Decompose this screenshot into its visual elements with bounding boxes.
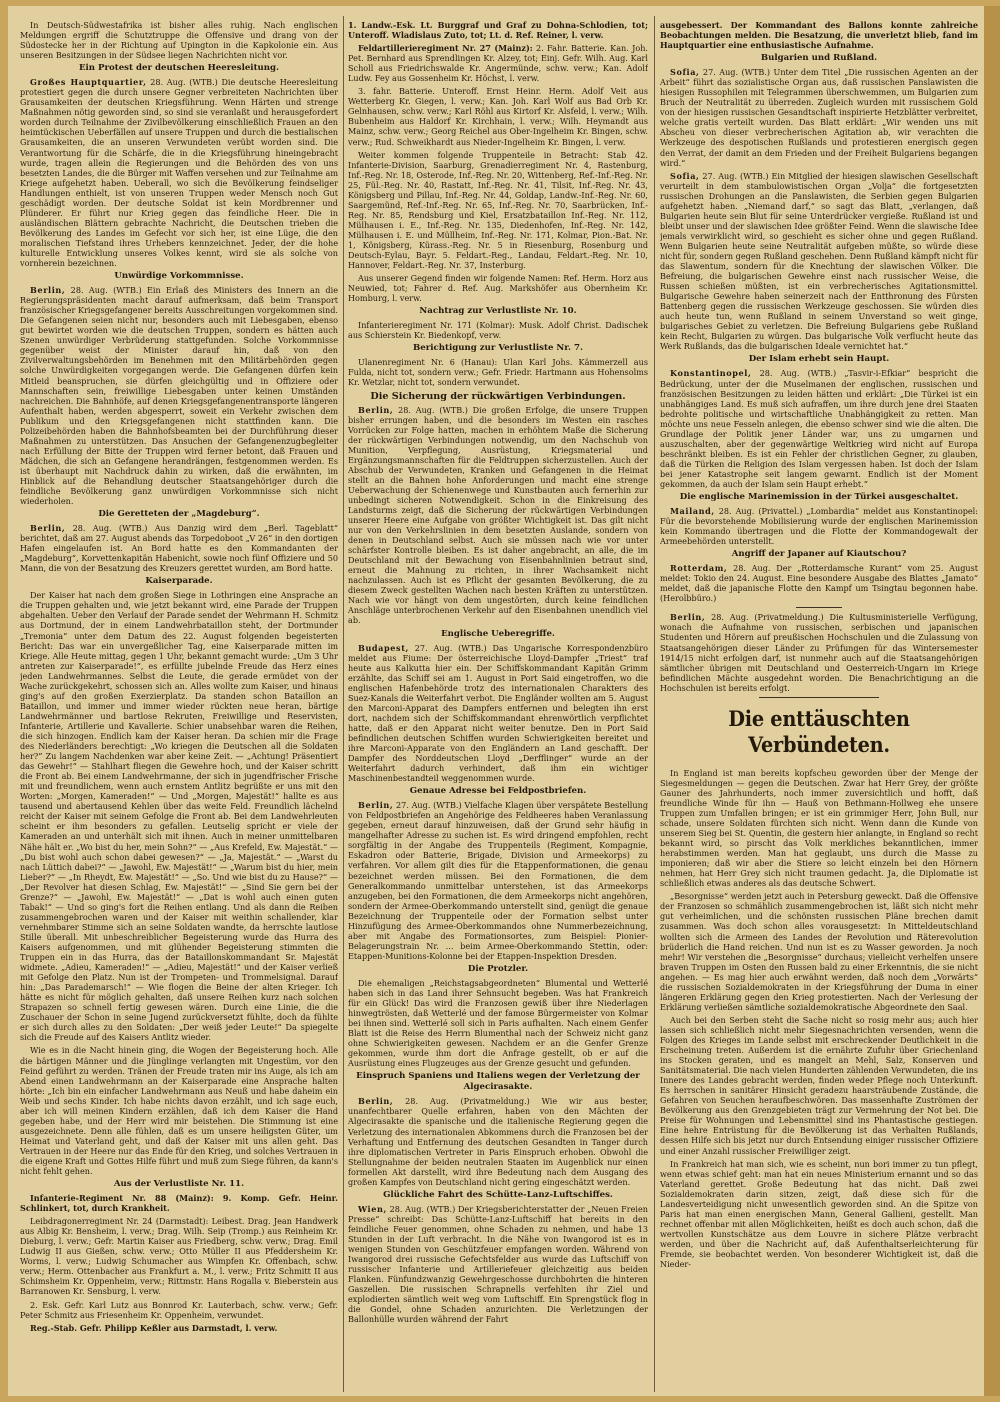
kaiserparade-paragraph-2: Wie es in die Nacht hinein ging, die Wogen der Begeisterung hoch. Alle die bärtigen Männer und die Jünglinge verlangten mit Ungestüm, vor den Feind geführt zu werden. Tränen der Freude traten mir ins Auge, als ich am Abend einen Landwehrmann an der Kaiserparade eine Ansprache halten hörte: „Ich bin ein einfacher Landwehrmann aus Neuß und habe daheim ein Weib und sechs Kinder. Ich habe nichts davon erzählt, und ich sage euch, aber ich will meinen Kindern erzählen, daß ich dem Kaiser die Hand gegeben habe, und der Herr wird mir beistehen. Die Stimmung ist eine ausgezeichnete. Denn alle fühlen, daß es um unsere heiligsten Güter, um Heimat und Vaterland geht, und daß der Kaiser mit uns allen geht. Das Vertrauen in der Heere nur das Ende für den Krieg, und solches Vertrauen in die eigene Kraft und Gottes Hilfe führt und muß zum Siege führen, da kann's nicht fehlt gehen. [20,1045,338,1177]
heading-unwuerdig: Unwürdige Vorkommnisse. [114,271,244,282]
dateline: Rotterdam, [670,563,728,574]
englische-text: 27. Aug. (WTB.) Das Ungarische Korrespondenzbüro meldet aus Fiume: Der österreichische Lloyd-Dampfer „Triest“ traf heute aus Kalkutta hier ein. Der Schiffskommandant Kapitän Grimm erzählte, das Schiff sei am 1. August in Port Said eingetroffen, wo die englischen Hafenbehörde trotz des internationalen Charakters des Suez-Kanals die Weiterfahrt verbot. Die Engländer wollten am 5. August den Marconi-Apparat des Dampfers entfernen und belegten ihn erst dort, nachdem sich der Schiffskommandant ehrenwörtlich verpflichtet hatte, daß er den Apparat nicht weiter benutze. Den in Port Said befindlichen deutschen Schiffen wurden Schwierigkeiten bereitet und ihre Marconi-Apparate von den Engländern an Land geschafft. Der Dampfer des Norddeutschen Lloyd „Derfflinger“ wurde an der Weiterfahrt dadurch verhindert, daß ihm ein wichtiger Maschinenbestandteil weggenommen wurde. [348,642,648,784]
feldart-lead: Feldartillerieregiment Nr. 27 (Mainz): [358,43,533,54]
verlust-inf88: Infanterie-Regiment Nr. 88 (Mainz): 9. Komp. Gefr. Heinr. Schlinkert, tot, durch Krankheit. [20,1193,338,1214]
dateline: Berlin, [358,404,394,415]
dateline: Berlin, [30,285,66,296]
dateline: Mailand, [670,506,715,517]
sicherung-paragraph [348,405,648,626]
sofia-text-1: 27. Aug. (WTB.) Unter dem Titel „Die russischen Agenten an der Arbeit“ führt das sozialistische Organ aus, daß russischen Panslawisten die hiesigen Russophilen mit Telegrammen überschwemmen, um Bulgarien zum Bruch der Neutralität zu überreden. Zugleich wurden mit russischem Gold von der hiesigen russischen Gesandtschaft inspirierte Hetzblätter verbreitet, welche gratis verteilt wurden. Das Blatt erklärt: „Wir wenden uns mit Abscheu von dieser verbrecherischen Agitation ab, wir verachten die Werkzeuge des despotischen Rußlands und protestieren energisch gegen den Verrat, der damit an dem Frieden und der Freiheit Bulgariens begangen wird.“ [660,67,978,168]
page-edge [984,6,1000,1396]
heading-magdeburg: Die Geretteten der „Magdeburg“. [98,509,260,520]
rotterdam-paragraph [660,563,978,603]
verlust-2esk: 2. Esk. Gefr. Karl Lutz aus Bonnrod Kr. Lauterbach, schw. verw.; Gefr. Peter Schmitz aus Friesenheim Kr. Oppenheim, verwundet. [20,1299,338,1320]
heading-protzler: Die Protzler. [467,963,529,974]
englische-paragraph [348,643,648,784]
unwuerdig-text: 28. Aug. (WTB.) Ein Erlaß des Ministers des Innern an die Regierungspräsidenten macht darauf aufmerksam, daß beim Transport französischer Kriegsgefangener bereits Ausschreitungen vorgekommen sind. Die Gefangenen seien nicht nur, besonders auch mit Liebesgaben, ebenso gut bewirtet worden wie die deutschen Truppen, sondern es hätten auch Szenen unwürdiger Verbrüderung stattgefunden. Solche Vorkommnisse gegenüber weist der Minister darauf hin, daß von den Zivilverwaltungsbehörden im Benehmen mit den Militärbehörden gegen solche Unwürdigkeiten vorgegangen werde. Die Gefangenen dürfen kein Mitleid beanspruchen, sie dürfen gleichgültig und in Offiziere oder Mannschaften sein, freiwillige Liebesgaben unter keinen Umständen nachreichen. Die Bahnhöfe, auf denen Kriegsgefangenentransporte längeren Aufenthalt haben, werden abgesperrt, soweit ein Verkehr zwischen dem Publikum und den Kriegsgefangenen nicht stattfinden kann. Die Polizeibehörden haben die Bahnhofsbeamten bei der Durchführung dieser Maßnahmen zu unterstützen. Das Ansuchen der Gefangenenzugbegleiter nach Erfüllung der Bitte der Truppen wird ferner betont, daß Frauen und Mädchen, die sich an Gefangene herandrängen, festgenommen werden. Es ist überhaupt mit Nachdruck dahin zu wirken, daß die erwähnten, im Hinblick auf die Behandlung deutscher Staatsangehöriger durch die feindliche Bevölkerung ganz unwürdigen Vorkommnisse sich nicht wiederholen. [20,285,338,507]
column-rule [654,16,655,1392]
unwuerdig-paragraph [20,285,338,506]
protest-text: 28. Aug. (WTB.) Die deutsche Heeresleitung protestiert gegen die durch unsere Gegner verbreiteten Nachrichten über Grausamkeiten der deutschen Kriegsführung. Wenn Härten und strenge Maßnahmen nötig geworden sind, so sind sie veranlaßt und herausgefordert worden durch Teilnahme der Zivilbevölkerung einschließlich Frauen an den heimtückischen Ueberfällen auf unsere Truppen und durch die bestialischen Grausamkeiten, die an unseren Verwundeten verübt worden sind. Die Verantwortung für die Schärfe, die in die Kriegsführung hineingebracht wurde, tragen allein die Regierungen und die Behörden des von uns besetzten Landes, die die Bürger mit Waffen versehen und zur Teilnahme am Kriege aufgehetzt haben. Ueberall, wo sich die Bevölkerung feindseliger Handlungen enthielt, ist von unseren Truppen weder Mensch noch Gut geschädigt worden. Der deutsche Soldat ist kein Mordbrenner und Plünderer. Er führt nur Krieg gegen das feindliche Heer. Die in ausländischen Blättern gebrachte Nachricht, die Deutschen trieben die Bevölkerung des Landes im Gefecht vor sich her, ist eine Lüge, die den moralischen Tiefstand ihres Urhebers kennzeichnet. Jeder, der die hohe kulturelle Entwicklung unseres Volkes kennt, wird sie als solche von vornherein bezeichnen. [20,77,338,269]
batterie3-paragraph: 3. fahr. Batterie. Unteroff. Ernst Heinr. Herm. Adolf Veit aus Wetterberg Kr. Giegen, l. verw.; Kan. Joh. Karl Wolf aus Bad Orb Kr. Gelnhausen, schw. verw.; Karl Röhl aus Kirtorf Kr. Alsfeld, l. verw.; Wilh. Bubenheim aus Haldorf Kr. Kirchhain, l. verw.; Wilh. Heymandt aus Mainz, schw. verw.; Georg Reichel aus Ober-Ingelheim Kr. Bingen, schw. verw.; Rud. Schweikhardt aus Nieder-Ingelheim Kr. Bingen, l. verw. [348,86,648,147]
feldpost-paragraph [348,800,648,961]
konstantinopel-text: 28. Aug. (WTB.) „Tasvir-i-Efkiar“ bespricht die Bedrückung, unter der die Muselmanen der englischen, russischen und französischen Besitzungen zu leiden hätten und erklärt: „Die Türkei ist ein unabhängiges Land. Es muß sich aufraffen, um ihre durch jene drei Staaten bedrohte politische und wirtschaftliche Unabhängigkeit zu retten. Man möchte uns neue Fesseln anlegen, die ebenso schwer sind wie die alten. Die Grundlage der Politik jener Länder war, uns zu umgarnen und auszuschalten, aber der gegenwärtige Weltkrieg wird nicht auf Europa beschränkt bleiben. Es ist ein Fehler der christlichen Gegner, zu glauben, daß die Türken die Religion des Islam vergessen haben. Ist doch der Islam bei jener Katastrophe seit langem gewarnt. Endlich ist der Moment gekommen, da auch der Islam sein Haupt erhebt.“ [660,368,978,489]
column-rule [343,16,344,1392]
algeciras-text: 28. Aug. (Privatmeldung.) Wie wir aus bester, unanfechtbarer Quelle erfahren, haben von den Mächten der Algecirasakte die spanische und die italienische Regierung gegen die Verletzung des internationalen Abkommens durch die Franzosen bei der Verhaftung und Entfernung des deutschen Gesandten in Tanger durch ihre diplomatischen Vertreter in Paris Einspruch erhoben. Obwohl die Stellungnahme der beiden neutralen Staaten im Augenblick nur einen formellen Akt darstellt, wird ihre Bedeutung nach dem Ausgang des großen Kampfes von Deutschland nicht gering eingeschätzt werden. [348,1096,648,1187]
protzler-paragraph: Die ehemaligen „Reichstagsabgeordneten“ Blumental und Wetterlé haben sich in das Land ihrer Sehnsucht begeben. Was hat Frankreich für ein Glück! Das wird die Franzosen gewiß über ihre Niederlagen hinwegtrösten, daß Wetterlé und der famose Bürgermeister von Kolmar bei ihnen sind. Wetterlé soll sich in Paris aufhalten. Nach einem Genfer Blatt ist die Reise des Herrn Blumenthal nach der Schweiz nicht ganz ohne Schwierigkeiten gewesen. Nachdem er an die Genfer Grenze gekommen, wurde ihm dort die Anfrage gestellt, ob er auf die Ausrüstung eines Flugzeuges aus der Grenze gesucht und gefunden. [348,977,648,1069]
berichtigung-paragraph: Ulanenregiment Nr. 6 (Hanau): Ulan Karl Johs. Kämmerzell aus Fulda, nicht tot, sondern verw.; Gefr. Friedr. Hartmann aus Hohensolms Kr. Wetzlar, nicht tot, sondern verwundet. [348,357,648,388]
heading-nachtrag: Nachtrag zur Verlustliste Nr. 10. [419,306,577,317]
sofia-paragraph-2 [660,171,978,352]
heading-feldpost: Genaue Adresse bei Feldpostbriefen. [409,786,587,797]
sofia-text-2: 27. Aug. (WTB.) Ein Mitglied der hiesigen slawischen Gesellschaft verurteilt in dem stambulowistischen Organ „Volja“ die fortgesetzten russischen Drohungen an die Panslawisten, die Serbien gegen Bulgarien aufgehetzt haben. „Niemand darf,“ so sagt das Blatt, „verlangen, daß Bulgarien heute sein Blut für seine Unterdrücker vergieße. Rußland ist und bleibt unser und der slawischen Idee größter Feind. Wenn die slawische Idee jemals verwirklicht wird, so geschieht es sicher ohne und gegen Rußland. Wenn Bulgarien heute seine Neutralität aufgeben müßte, so würde diese nicht für, sondern gegen Rußland geschehen. Denn Rußland kämpft nicht für das Slawentum, sondern für die Knechtung der slawischen Völker. Die Befreiung, die bulgarischen Gewehre einst nach russischer Weise, die Russen schießen müßten, ist ein verbrecherisches Agitationsmittel. Bulgarische Gewehre haben seinerzeit nach der Entthronung des Fürsten Battenberg gegen die russischen Werkzeuge geschossen. Sie würden dies auch heute tun, wenn Rußland in seinem Unverstand so weit ginge, bulgarisches Gebiet zu verletzen. Die Befreiung Bulgariens gebe Rußland kein Recht, Bulgarien zu würgen. Das bulgarische Volk verflucht heute das Werk Rußlands, das die bulgarischen Ideale vernichtet hat.“ [660,170,978,352]
truppenteile-paragraph: Weiter kommen folgende Truppenteile in Betracht: Stab 42. Infanterie-Division, Saarburg, Grenadierregiment Nr. 4, Rastenburg, Inf.-Reg. Nr. 18, Osterode, Inf.-Reg. Nr. 20, Wittenberg, Ref.-Inf.-Reg. Nr. 25, Fül.-Reg. Nr. 40, Rastatt, Inf.-Reg. Nr. 41, Tilsit, Inf.-Reg. Nr. 43, Königsberg und Pillau, Inf.-Reg. Nr. 44, Goldap, Landw.-Inf.-Reg. Nr. 60, Saargemünd, Ref.-Inf.-Reg. Nr. 65, Inf.-Reg. Nr. 70, Saarbrücken, Inf.-Reg. Nr. 85, Rendsburg und Kiel, Ersatzbataillon Inf.-Reg. Nr. 112, Mülhausen i. E., Inf.-Reg. Nr. 135, Diedenhofen, Inf.-Reg. Nr. 142, Mülhausen i. E. und Müllheim, Inf.-Reg. Nr. 171, Kolmar, Pion.-Bat. Nr. 1, Königsberg, Kürass.-Reg. Nr. 5 in Riesenburg, Rosenburg und Deutsch-Eylau, Bayr. 5. Feldart.-Reg., Landau, Feldart.-Reg. Nr. 10, Hannover, Feldart.-Reg. Nr. 37, Insterburg. [348,149,648,271]
heading-englische-uebergriffe: Englische Ueberegriffe. [441,628,555,639]
dateline: Berlin, [358,1096,394,1107]
protest-paragraph [20,77,338,268]
feldart-text: 2. Fahr. Batterie. Kan. Joh. Pet. Bernhard aus Sprendlingen Kr. Alzey, tot; Einj. Gefr. Wilh. Aug. Karl Scholl aus Friedrichswalde Kr. Angermünde, schw. verw.; Kan. Adolf Ludw. Fey aus Gossenheim Kr. Höchst, l. verw. [348,43,648,84]
heading-kaiserparade: Kaiserparade. [145,576,213,587]
column-2 [348,20,648,1390]
feldpost-text: 27. Aug. (WTB.) Vielfache Klagen über verspätete Bestellung von Feldpostbriefen an Angehörige des Feldheeres haben Veranlassung gegeben, erneut darauf hinzuweisen, daß der Grund sehr häufig in mangelhafter Adresse zu suchen ist. Es wird dringend empfohlen, recht sorgfältig in der Angabe des Truppenteils (Regiment, Kompagnie, Eskadron oder Batterie, Brigade, Division und Armeekorps) zu verfahren. Vor allem gilt dies für die Etappenformationen, die genau bezeichnet werden müssen. Bei den Formationen, die dem Generalkommando unmittelbar unterstehen, ist das Armeekorps anzugeben, bei den Formationen, die dem Armeekorps nicht angehören, sondern der Armee-Oberkommando unterstellt sind, genügt die genaue Bezeichnung der Truppenteile oder der Formation selbst unter Hinzufügung des Armee-Oberkommandos ohne Nummerbezeichnung, aber mit Angabe des Formationsortes, zum Beispiel: Pionier-Belagerungstrain Nr. ... beim Armee-Oberkommando Stettin, oder: Etappen-Munitions-Kolonne bei der Etappen-Inspektion Dresden. [348,800,648,961]
dateline: Wien, [358,1203,387,1214]
verbuendete-paragraph-4: In Frankreich hat man sich, wie es scheint, nun bori immer zu tun pflegt, wenn etwas schief geht: man hat ein neues Ministerium ernannt und so das Vaterland gerettet. Große Bedeutung hat das nicht. Daß zwei Sozialdemokraten darin sitzen, zeigt, daß diese sich für die Landesverteidigung nicht unwesentlich geworden sind. An die Spitze von Paris hat man einen energischen Mann, General Gallieni, gestellt. Man rechnet offenbar mit allen Möglichkeiten, heißt es doch auch schon, daß die wertvollen Kunstschätze aus dem Louvre in sichere Plätze verbracht werden, und über die Nachricht auf, daß Aufenthaltserleichterung für Fremde, sie beobachtet werden. Von besonderer Wichtigkeit ist, daß die Nieder- [660,1158,978,1270]
kultus-paragraph [660,612,978,692]
algeciras-paragraph [348,1096,648,1186]
magdeburg-paragraph [20,523,338,573]
rotterdam-text: 28. Aug. Der „Rotterdamsche Kurant“ vom 25. August meldet: Tokio den 24. August. Eine besondere Ausgabe des Blattes „Jamato“ meldet, daß die japanische Flotte den Kampf um Tsingtau begonnen habe. (Herolbbüro.) [660,563,978,604]
schuette-paragraph [348,1204,648,1325]
section-divider [796,607,842,608]
heading-schuette-lanz: Glückliche Fahrt des Schütte-Lanz-Luftschiffes. [383,1189,613,1200]
heading-protest: Ein Protest der deutschen Heeresleitung. [78,63,280,74]
dateline: Konstantinopel, [670,368,752,379]
heading-kiautschou: Angriff der Japaner auf Kiautschou? [731,549,907,560]
konstantinopel-paragraph [660,368,978,489]
ballon-paragraph: ausgebessert. Der Kommandant des Ballons konnte zahlreiche Beobachtungen melden. Die Besatzung, die unverletzt blieb, fand im Hauptquartier eine enthusiastische Aufnahme. [660,20,978,51]
sw-africa-paragraph: In Deutsch-Südwestafrika ist bisher alles ruhig. Nach englischen Meldungen ergriff die Schutztruppe die Offensive und drang von der Südostecke her in der Richtung auf Upington in die Kapkolonie ein. Aus unseren Besitzungen in der Südsee liegen Nachrichten nicht vor. [20,20,338,61]
heading-verlustliste: Aus der Verlustliste Nr. 11. [113,1179,245,1190]
verlust-regstab: Reg.-Stab. Gefr. Philipp Keßler aus Darmstadt, l. verw. [30,1322,278,1333]
dateline: Großes Hauptquartier, [30,77,147,88]
headline-enttaeuschte-verbuendete: Die enttäuschten Verbündeten. [728,705,910,757]
heading-islam: Der Islam erhebt sein Haupt. [748,354,890,365]
heading-bulgarien: Bulgarien und Rußland. [760,53,878,64]
newspaper-page [8,6,984,1396]
schuette-text: 28. Aug. (WTB.) Der Kriegsberichterstatter der „Neuen Freien Presse“ schreibt: Das Schütte-Lanz-Luftschiff hat bereits in den feindliche Feuer genommen, ohne Schaden zu nehmen, und habe 13 Stunden in der Luft verbracht. In die Nähe von Iwangorod ist es in wenigen Stunden von Geschützfeuer empfangen worden. Während von Iwangorod drei russische Gefechtsfelder aus wurde das Luftschiff von russischer Infanterie und Artilleriefeuer gleichzeitig aus beiden Flanken. Fünfundzwanzig Gewehrgeschosse durchbohrten die hinteren Gaszellen. Die russischen Schrapnells verfehlten ihr Ziel und explodierten sämtlich weit weg vom Luftschiff. Ein Sprengstück flog in die Gondel, ohne Schaden anzurichten. Die Verletzungen der Ballonhülle wurden während der Fahrt [348,1203,648,1325]
column-3 [660,20,978,1390]
verbuendete-paragraph-3: Auch bei den Serben steht die Sache nicht so rosig mehr aus; auch hier lassen sich schließlich nicht mehr Siegesnachrichten versenden, wenn die Folgen des Krieges im Lande selbst mit erschreckender Deutlichkeit in die Erscheinung treten. Außerdem ist die ernährte Zufuhr über Griechenland ins Stocken geraten, und es mangelt an Mehl, Salz, Konserven und Sanitätsmaterial. Die nach vielen Hunderten zählenden Verwundeten, die ins Innere des Landes gebracht werden, finden weder Pflege noch Unterkunft. Es herrschen in sanitärer Hinsicht geradezu haarsträubende Zustände, die Gefahren von Seuchen heraufbeschwören. Das massenhafte Zuströmen der Bevölkerung aus den Grenzgebieten trägt zur Vermehrung der Not bei. Die Preise für Wohnungen und Lebensmittel sind ins Phantastische gestiegen. Eine hehre Entrüstung für die Bevölkerung ist das Verhalten Rußlands, dessen Hilfe sich bis jetzt nur durch Entsendung einiger russischer Offiziere und einer Anzahl russischer Freiwilliger zeigt. [660,1014,978,1156]
sicherung-text: 28. Aug. (WTB.) Die großen Erfolge, die unsere Truppen bisher errungen haben, und die besonders im Westen ein rasches Vorrücken zur Folge hatten, machen in erhöhtem Maße die Sicherung der rückwärtigen Verbindungen notwendig, um den Nachschub von Munition, Verpflegung, Ausrüstung, Kriegsmaterial und Ergänzungsmannschaften für die Feldtruppen sicherzustellen. Auch der Abschub der Verwundeten, Kranken und Gefangenen in die Heimat stellt an die Bahnen hohe Anforderungen und macht eine strenge Ueberwachung der Schienenwege und Kunstbauten auch fernerhin zur unbedingt sicheren Notwendigkeit. Schon in die Einkreisung des Landsturms zeigt, daß die Sicherung der rückwärtigen Verbindungen unserer Heere eine Aufgabe von größter Wichtigkeit ist. Das gilt nicht nur von den Verkehrslinien in dem besetzten Auslande, sondern von denen in Deutschland selbst. Auch sie müssen nach wie vor unter schärfster Kontrolle bleiben. Es ist daher angebracht, an alle, die im Deutschland mit der Bewachung von Eisenbahnlinien betraut sind, erneut die Mahnung zu richten, in ihrer Wachsamkeit nicht nachzulassen. Auch ist es Pflicht der gesamten Bevölkerung, die zu diesem Zweck gestellten Wachen nach besten Kräften zu unterstützen. Nach wie vor hängt von dem ungestörten, durch keine feindlichen Anschläge unterbrochenen Verkehr auf den Eisenbahnen unendlich viel ab. [348,404,648,626]
nachtrag-paragraph: Infanterieregiment Nr. 171 (Kolmar): Musk. Adolf Christ. Dadischek aus Schierstein Kr. Biedenkopf, verw. [348,320,648,341]
dateline: Berlin, [670,612,706,623]
mailand-text: 28. Aug. (Privattel.) „Lombardia“ meldet aus Konstantinopel: Für die bevorstehende Mobilisierung wurde der englischen Marinemission kein Kommando übertragen und die Flotte der Kommandogewalt der Armeebehörden unterstellt. [660,506,978,547]
dateline: Budapest, [358,642,409,653]
magdeburg-text: 28. Aug. (WTB.) Aus Danzig wird dem „Berl. Tageblatt“ berichtet, daß am 27. August abends das Torpedoboot „V 26“ in den dortigen Hafen eingelaufen ist. An Bord hatte es den Kommandanten der „Magdeburg“, Korvettenkapitän Habenicht, sowie noch fünf Offiziere und 50 Mann, die von der Besatzung des Kreuzers gerettet wurden, am Bord hatte. [20,523,338,574]
feldart-paragraph [348,43,648,83]
dateline: Sofia, [670,170,700,181]
section-divider [759,697,879,698]
verbuendete-paragraph-2: „Besorgnisse“ werden jetzt auch in Petersburg geweckt. Daß die Offensive der Franzosen so schmählich zusammengebrochen ist, läßt sich nicht mehr gut verheimlichen, und die schönsten russischen Pläne brechen damit zusammen. Was doch schon alles vorausgesetzt: In Mitteldeutschland wollten sich die Armeen des Landes der Revolution und Räterevolution brüderlich die Hand reichen. Und nun ist es zu Wasser geworden. Ja noch mehr! Wir verstehen die „Besorgnisse“ durchaus; vielleicht verhelfen unsere braven Truppen im Osten den Russen bald zu einer Erkenntnis, die sie nicht angehen. — Es mag hier auch erwähnt werden, daß noch dem „Vorwärts“ die russischen Sozialdemokraten in der Kriegsführung der Duma in einer längeren Erklärung gegen den Krieg protestierten. Nach der Verlesung der Erklärung verließen sämtliche sozialdemokratische Abgeordnete den Saal. [660,891,978,1012]
heading-sicherung: Die Sicherung der rückwärtigen Verbindungen. [370,390,626,402]
heading-algeciras: Einspruch Spaniens und Italiens wegen der Verletzung der Algecirasakte. [356,1071,640,1093]
dateline: Berlin, [30,523,66,534]
heading-berichtigung: Berichtigung zur Verlustliste Nr. 7. [413,343,583,354]
dateline: Berlin, [358,800,394,811]
mailand-paragraph [660,506,978,546]
kaiserparade-paragraph: Der Kaiser hat nach dem großen Siege in Lothringen eine Ansprache an die Truppen gehalten und, wie jetzt bekannt wird, eine Parade der Truppen abgehalten. Ueber den Verlauf der Parade sendet der Wehrmann H. Schmitz aus Dortmund, der in einem Landwehrbataillon steht, der Dortmunder „Tremonia“ unter dem Datum des 22. August folgenden begeisterten Bericht: Das war ein unvergeßlicher Tag, eine Kaiserparade mitten im Kriege. Alle Heute mittag, gegen 1 Uhr, bekannt gemacht wurde: „Um 3 Uhr antreten zur Kaiserparade!“, es erfüllte jubelnde Freude das Herz eines jeden Landwehrmannes. Selbst die Leute, die gerade ermüdet von der Wache zurückgekehrt, schossen sich an. Alles wollte zum Kaiser, und hinaus ging's auf den großen Exerzierplatz. Da standen schon Bataillon an Bataillon, und immer und immer wieder rückten neue heran, bärtige Landwehrmänner und bartlose Rekruten, Freiwillige und Reservisten, Infanterie, Artillerie und Kavallerie. Schier unabsehbar waren die Reihen, die sich hinzogen. Endlich kam der Kaiser heran. Da schien mir die Frage des Niederländers berechtigt: „Wo kriegen die Deutschen all die Soldaten her?“ Zu langem Nachdenken war aber keine Zeit. — „Achtung! Präsentiert das Gewehr!“ — Stahlhart fliegen die Gewehre hoch, und der Kaiser schritt die Front ab. Bei einem Landwehrmanne, der sich in jugendfrischer Frische mit und freundlichem, wenn auch ernstem Antlitz begrüßte er uns mit den Worten: „Morgen, Kameraden!“ — Und „Morgen, Majestät!“ hallte es aus tausend und abertausend Kehlen über das weite Feld. Freundlich lächelnd reicht der Kaiser mit seinem Gefolge die Front ab. Bei dem Landwehrleuten scheint er ihm besonders zu gefallen. Leutselig spricht er viele der Kameraden an und unterhält sich mit ihnen. Auch in meiner unmittelbaren Nähe hält er. „Wo bist du her, mein Sohn?“ — „Aus Krefeld, Ew. Majestät.“ — „Du bist wohl auch schon dabei gewesen?“ — „Ja, Majestät.“ — „Warst du nach Lüttich dabei?“ — „Jawohl, Ew. Majestät!“ — „Warum bist du hier, mein Lieber?“ — „In Rheydt, Ew. Majestät!“ — „So. Und wie bist du zu Hause?“ — „Der Revolver hat diesen Schlag, Ew. Majestät!“ — „Sind Sie gern bei der Grenze?“ — „Jawohl, Ew. Majestät!“ — „Dat is wohl auch einen guten Tabak!“ — Und so ging's fort die Reihen entlang. Und als dann die Reiben zusammengebrochen waren und der Kaiser mit weithin schallender, klar vernehmbarer Stimme sich an seine Soldaten wandte, da herrschte lautlose Stille überall. Mit unbeschreiblicher Begeisterung wurde das Hurra des Kaisers aufgenommen, und mit glühender Begeisterung stimmten die Truppen ein in das Hurra, das der Bataillonskommandant Sr. Majestät widmete. „Adieu, Kameraden!“ — „Adieu, Majestät!“ und der Kaiser verließ mit Gefolge den Platz. Nun ist der Trompeten- und Trommelsignal. Darauf hin: „Das Parademarsch!“ — Wie flogen die Beine der alten Krieger. Ich hätte es nicht für möglich gehalten, daß unsere Reihen kurz nach solchen Strapazen so schnell fertig gewesen wären. Durch eine Linie, die die Zuschauer der Schon in seine Jugend zurückversetzt fühlte, doch da fühlte er sich durch alles zu den Soldaten: „Der weiß jeder Leute!“ Da spiegelte sich die Freude auf des Kaisers Antlitz wieder. [20,590,338,1043]
verlust-leibdragoner: Leibdragonerregiment Nr. 24 (Darmstadt): Leibest. Drag. Jean Handwerk aus Albig Kr. Bensheim, l. verw.; Drag. Wilh. Seip (Tromp.) aus Reinheim Kr. Dieburg, l. verw.; Gefr. Martin Kaiser aus Friedberg, schw. verw.; Drag. Emil Ludwig II aus Gießen, schw. verw.; Otto Müller II aus Pfeddersheim Kr. Worms, l. verw.; Ludwig Schumacher aus Wimpfen Kr. Offenbach, schw. verw.; Herm. Ottenbacher aus Frankfurt a. M., l. verw.; Fritz Schmitt II aus Schimsheim Kr. Oppenheim, verw.; Rittmstr. Hans Rogalla v. Bieberstein aus Barranowen Kr. Sensburg, l. verw. [20,1216,338,1297]
kultus-text: 28. Aug. (Privatmeldung.) Die Kultusministerielle Verfügung, wonach die Aufnahme von russischen, serbischen und japanischen Studenten und Hörern auf preußischen Hochschulen und die Zulassung von Staatsangehörigen dieser Länder zu Prüfungen für das Wintersemester 1914/15 nicht erfolgen darf, ist nunmehr auch auf die Staatsangehörigen sämtlicher übrigen mit Deutschland und Oesterreich-Ungarn im Kriege befindlichen Mächte ausgedehnt worden. Die Benachrichtigung an die Hochschulen ist bereits erfolgt. [660,612,978,693]
gegend-paragraph: Aus unserer Gegend finden wir folgende Namen: Ref. Herm. Horz aus Neuwied, tot; Fahrer d. Ref. Aug. Markshöfer aus Obernheim Kr. Homburg, l. verw. [348,273,648,304]
verbuendete-paragraph-1: In England ist man bereits kopfscheu geworden über der Menge der Siegesmeldungen — gegen die Deutschen. Zwar hat Herr Grey, der größte Gauner des Jahrhunderts, noch immer zuversichtlich und hofft, daß freundliche Winde für ihn — Hauß von Bethmann-Hollweg ehe unsere Truppen zum Umfallen bringen; er ist ein grimmiger Herr, John Bull, nur schade, unsere Soldaten fürchten sich nicht. Wenn dann die Kunde von unserem Sieg bei St. Quentin, die gestern hier anlangte, in England so recht bekannt wird, so pirscht das Volk merkliches bekanntlichen, immer herabstimmen werden. Man hat geglaubt, uns durch die Masse zu imponieren; daß wir aber die Stiere so leicht einzeln bei den Hörnern nehmen, hat Herr Grey sich nicht traumen gedacht. Ja, die Diplomatie ist schließlich etwas anderes als das deutsche Schwert. [660,767,978,889]
heading-marinemission: Die englische Marinemission in der Türkei ausgeschaltet. [679,492,959,503]
column-1 [20,20,338,1390]
sofia-paragraph-1 [660,67,978,167]
dateline: Sofia, [670,67,700,78]
landw-esk-paragraph: 1. Landw.-Esk. Lt. Burggraf und Graf zu Dohna-Schlodien, tot; Unteroff. Wladislaus Zuto, tot; Lt. d. Ref. Reiner, l. verw. [348,20,648,41]
